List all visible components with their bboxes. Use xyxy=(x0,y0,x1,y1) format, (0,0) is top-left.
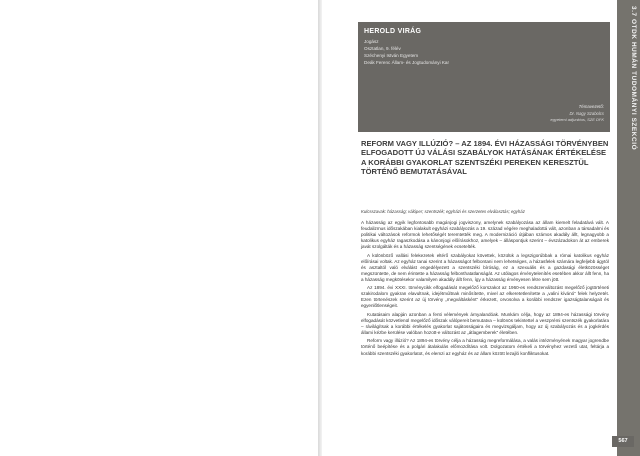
supervisor-role: egyetemi adjunktus, SZE DFK xyxy=(550,117,604,122)
author-info-box xyxy=(358,22,610,132)
section-side-label: 3.7 OTDK HUMÁN TUDOMÁNYI SZEKCIÓ xyxy=(630,6,637,151)
body-paragraph: Az 1894. évi XXXI. törvénycikk elfogadását megelőző korszakot az 1960-es rendszerváltozást megelőző jogtörténeti szakirodalom gyakran elavultnak, idejétmúltnak minősítette, mivel az elkeretetlenítette a „valini kívánó” felek helyzetét. Ezen törtenészek szerint az új törvény „megváltásként” érkezett, orvosolva a korábbi rendszer igazságtalanságait és egyenlőtlenségeit. xyxy=(361,285,609,309)
body-paragraph: A házasság az egyik legfontosabb magánjogi jogviszony, amelynek szabályozása az állam kiemelt feladatává vált. A feudalizmus időszakában kialakult egyházi szabályozás a 19. század végére meghaladottá vált, azonban a társadalmi és politikai változások reformok lehetőségét teremtették meg. A modernizáció útjában számos akadály állt, legnagyobb a katolikus egyház ragaszkodása a kánonjogi előírásokhoz, amelyek – álláspontjuk szerint – évszázadokon át az emberek javát szolgálták és a házasság szentségének ecsetelték. xyxy=(361,220,609,250)
left-page xyxy=(0,0,318,456)
page-number: 567 xyxy=(612,436,634,447)
supervisor-name: Dr. Nagy Szabolcs xyxy=(569,111,604,116)
author-faculty: Deák Ferenc Állam- és Jogtudományi Kar xyxy=(364,60,450,65)
author-name: HEROLD VIRÁG xyxy=(364,28,422,35)
keywords: Kulcsszavak: házasság; válóper; szentszék; egyházi és szerzetes elválasztás; egyház xyxy=(361,209,525,214)
author-university: Széchenyi István Egyetem xyxy=(364,53,419,58)
author-semester: Osztatlan, 9. félév xyxy=(364,46,401,51)
author-degree: Jogász xyxy=(364,39,379,44)
article-title: REFORM VAGY ILLÚZIÓ? – AZ 1894. ÉVI HÁZASSÁGI TÖRVÉNYBEN ELFOGADOTT ÚJ VÁLÁSI SZABÁLYOK HATÁSÁNAK ÉRTÉKELÉSE A KORÁBBI GYAKORLAT SZENTSZÉKI PEREKEN KERESZTÜL TÖRTÉNŐ BEMUTATÁSÁVAL xyxy=(361,139,609,177)
article-body xyxy=(361,220,609,359)
body-paragraph: A különböző vallási felekezetek eltérő szabályokat követtek, közülük a legszigorúbbak a római katolikus egyház előírásai voltak. Az egyház tanai szerint a házasságot felbontani nem lehetséges, a házasfelek számára legfeljebb ágytól és asztaltól való elválást engedélyezett a szentszéki bíróság, ez a szexuális és a gazdasági életközösséget megszüntette, de nem érintette a házasság felbonthatatlanságát. Az utólagos érvénytelenítés esetében akkor állt fenn, ha a házasság megkötésekor valamilyen akadály állt fenn, így a házasság érvényesen létre sem jött. xyxy=(361,252,609,282)
body-paragraph: Reform vagy illúzió? Az 1894-es törvény célja a házasság megreformálása, a valás intézményének magyar jogrendbe történő beépítése és a polgári átalakulás előmozdítása volt. Dolgozatom értékeli a törvényhez vezető utat, feltárja a korábbi szentszéki gyakorlatot, és elemzi az egyház és az állam között lezajló konfliktusokat. xyxy=(361,338,609,356)
supervisor-label: Témavezető: xyxy=(578,104,604,109)
body-paragraph: Kutatásaim alapján azonban a fenti vélemények árnyalandóak. Munkám célja, hogy az 1894-es házassági törvény elfogadását közvetlenül megelőző időszak válópereit bemutatva – különös tekintettel a veszprémi szentszék gyakorlatára – rávilágítsak a korábbi értékelés gyakorlat sajátosságaira és megvizsgáljam, hogy az új szabályozás és a jogkérdés állami kézbe kerülése valóban hozott-e változást az „átlagemberek” életében. xyxy=(361,311,609,335)
